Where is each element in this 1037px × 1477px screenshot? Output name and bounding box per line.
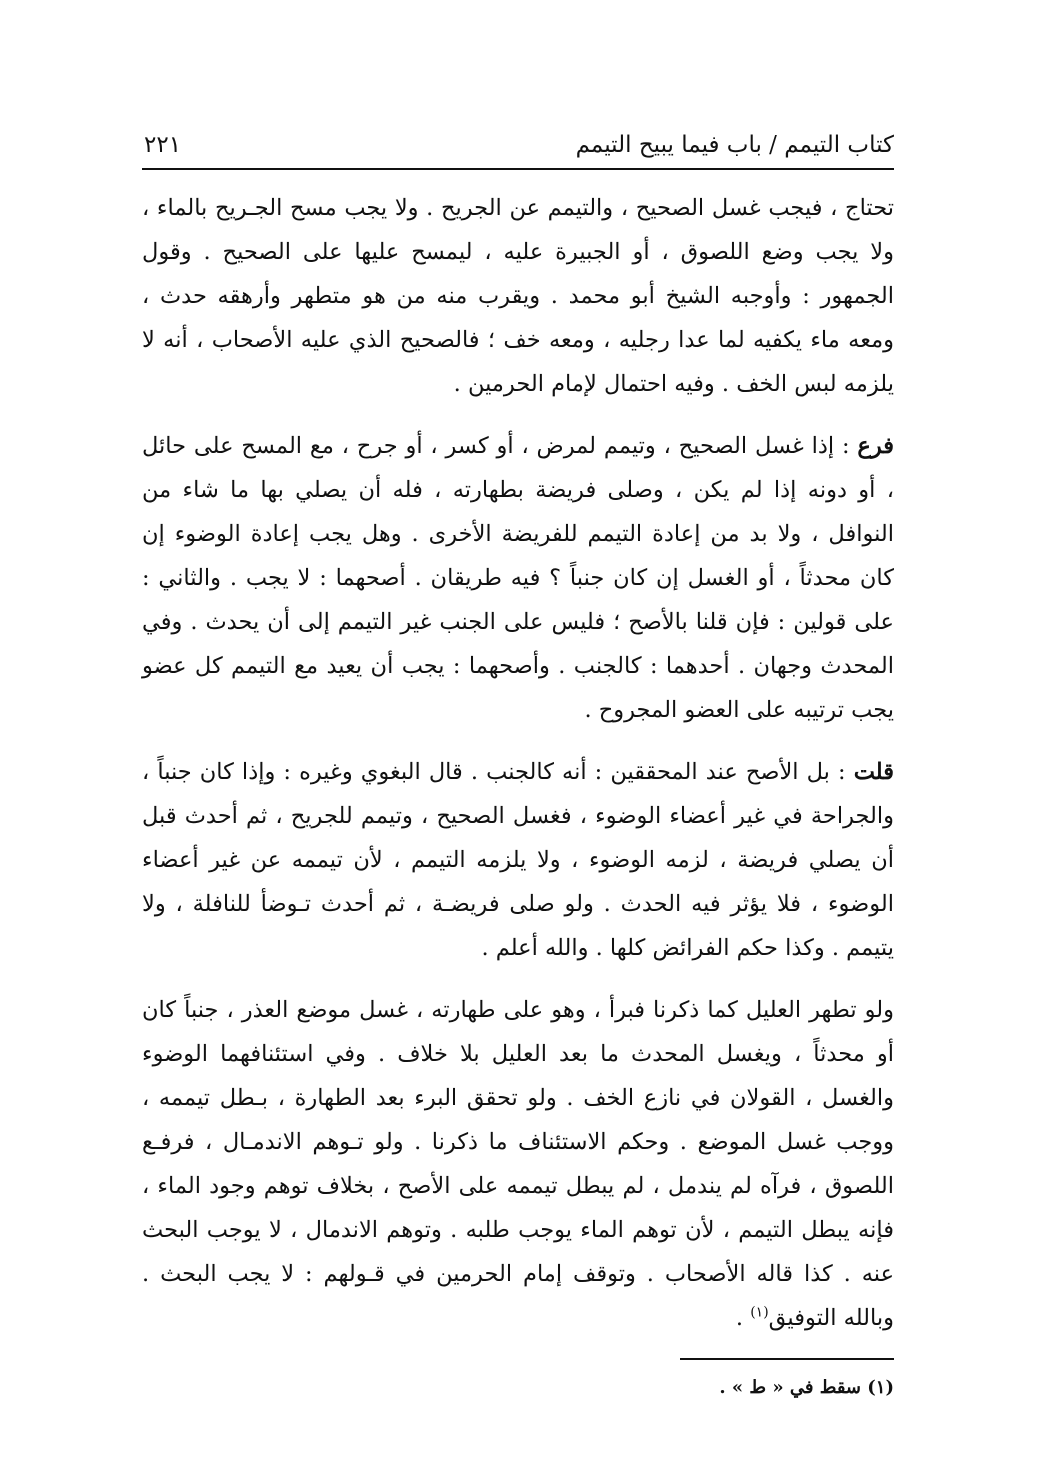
page-number: ٢٢١: [144, 132, 182, 158]
footnote-rule: [680, 1358, 894, 1360]
paragraph-3: [142, 750, 894, 970]
running-header: [142, 120, 894, 164]
document-page: [142, 120, 894, 1402]
footnote-mark: (١): [750, 1304, 769, 1321]
paragraph-1: [142, 186, 894, 406]
paragraph-4: [142, 988, 894, 1340]
paragraph-4-text: ولو تطهر العليل كما ذكرنا فبرأ ، وهو على طهارته ، غسل موضع العذر ، جنباً كان أو محدثاً ، ويغسل المحدث ما بعد العليل بلا خلاف . وفي استئنافهما الوضوء والغسل ، القولان في نازع الخف . ولو تحقق البرء بعد الطهارة ، بـطل تيممه ، ووجب غسل الموضع . وحكم الاستئناف ما ذكرنا . ولو تـوهم الاندمـال ، فرفـع اللصوق ، فرآه لم يندمل ، لم يبطل تيممه على الأصح ، بخلاف توهم وجود الماء ، فإنه يبطل التيمم ، لأن توهم الماء يوجب طلبه . وتوهم الاندمال ، لا يوجب البحث عنه . كذا قاله الأصحاب . وتوقف إمام الحرمين في قـولهم : لا يجب البحث . وبالله التوفيق: [142, 997, 894, 1331]
header-rule: [142, 168, 894, 170]
paragraph-2-lead: فرع: [857, 433, 894, 459]
paragraph-4-end: .: [735, 1305, 751, 1331]
paragraph-2: [142, 424, 894, 732]
paragraph-3-text: : بل الأصح عند المحققين : أنه كالجنب . قال البغوي وغيره : وإذا كان جنباً ، والجراحة في غير أعضاء الوضوء ، فغسل الصحيح ، وتيمم للجريح ، ثم أحدث قبل أن يصلي فريضة ، لزمه الوضوء ، ولا يلزمه التيمم ، لأن تيممه عن غير أعضاء الوضوء ، فلا يؤثر فيه الحدث . ولو صلى فريضـة ، ثم أحدث تـوضأ للنافلة ، ولا يتيمم . وكذا حكم الفرائض كلها . والله أعلم .: [142, 759, 894, 961]
body-text: [142, 186, 894, 1340]
running-title: كتاب التيمم / باب فيما يبيح التيمم: [575, 132, 894, 158]
footnote: (١) سقط في « ط » .: [719, 1377, 894, 1398]
paragraph-3-lead: قلت: [853, 759, 894, 785]
paragraph-1-text: تحتاج ، فيجب غسل الصحيح ، والتيمم عن الجريح . ولا يجب مسح الجـريح بالماء ، ولا يجب وضع اللصوق ، أو الجبيرة عليه ، ليمسح عليها على الصحيح . وقول الجمهور : وأوجبه الشيخ أبو محمد . ويقرب منه من هو متطهر وأرهقه حدث ، ومعه ماء يكفيه لما عدا رجليه ، ومعه خف ؛ فالصحيح الذي عليه الأصحاب ، أنه لا يلزمه لبس الخف . وفيه احتمال لإمام الحرمين .: [142, 195, 894, 397]
paragraph-2-text: : إذا غسل الصحيح ، وتيمم لمرض ، أو كسر ، أو جرح ، مع المسح على حائل ، أو دونه إذا لم يكن ، وصلى فريضة بطهارته ، فله أن يصلي بها ما شاء من النوافل ، ولا بد من إعادة التيمم للفريضة الأخرى . وهل يجب إعادة الوضوء إن كان محدثاً ، أو الغسل إن كان جنباً ؟ فيه طريقان . أصحهما : لا يجب . والثاني : على قولين : فإن قلنا بالأصح ؛ فليس على الجنب غير التيمم إلى أن يحدث . وفي المحدث وجهان . أحدهما : كالجنب . وأصحهما : يجب أن يعيد مع التيمم كل عضو يجب ترتيبه على العضو المجروح .: [142, 433, 894, 723]
